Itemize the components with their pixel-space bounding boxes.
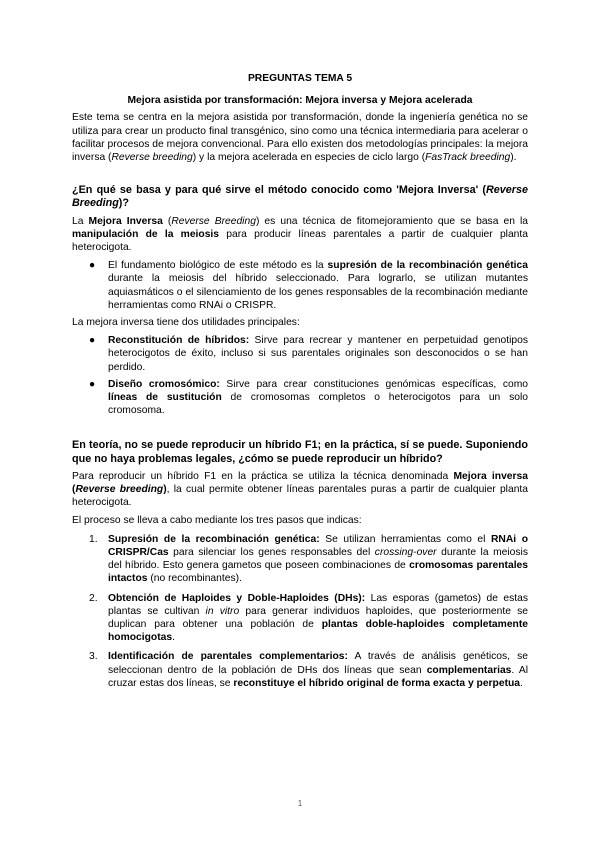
intro-paragraph: Este tema se centra en la mejora asistida por transformación, donde la ingeniería genética no se utiliza para crear un producto final transgénico, sino como una técnica intermediaria para acelerar o facilitar procesos de mejora convencional. Para ello existen dos metodologías principales: la mejora inversa (Reverse breeding) y la mejora acelerada en especies de ciclo largo (FasTrack breeding). xyxy=(72,112,528,164)
uses-list xyxy=(72,334,528,417)
steps-intro: El proceso se lleva a cabo mediante los tres pasos que indicas: xyxy=(72,515,362,527)
page-number: 1 xyxy=(297,799,303,808)
bullet-icon: ● xyxy=(89,335,96,347)
bullet-icon: ● xyxy=(89,378,96,390)
question-1-heading: ¿En qué se basa y para qué sirve el método conocido como 'Mejora Inversa' (Reverse Breeding)? xyxy=(72,184,528,210)
list-item: ● Reconstitución de híbridos: Sirve para recrear y mantener en perpetuidad genotipos heterocigotos de éxito, incluso si sus parentales originales son desconocidos o se han perdido. xyxy=(89,335,528,373)
uses-intro: La mejora inversa tiene dos utilidades principales: xyxy=(72,317,300,329)
list-item: ● El fundamento biológico de este método es la supresión de la recombinación genética durante la meiosis del híbrido seleccionado. Para lograrlo, se utilizan mutantes aquiasmáticos o el silenciamiento de los genes responsables de la recombinación mediante herramientas como RNAi o CRISPR. xyxy=(89,260,528,311)
question-1-answer: La Mejora Inversa (Reverse Breeding) es una técnica de fitomejoramiento que se basa en la manipulación de la meiosis para producir líneas parentales a partir de cualquier planta heterocigota. xyxy=(72,215,528,254)
list-item: 3. Identificación de parentales complementarios: A través de análisis genéticos, se seleccionan dentro de la población de DHs dos líneas que sean complementarias. Al cruzar estas dos líneas, se reconstituye el híbrido original de forma exacta y perpetua. xyxy=(89,651,529,689)
bullet-icon: ● xyxy=(89,260,96,272)
document-page xyxy=(72,72,528,696)
question-2-heading: En teoría, no se puede reproducir un híbrido F1; en la práctica, sí se puede. Suponiendo que no haya problemas legales, ¿cómo se puede reproducir un híbrido? xyxy=(72,439,528,465)
list-item: 1. Supresión de la recombinación genética: Se utilizan herramientas como el RNAi o CRISPR/Cas para silenciar los genes responsables del crossing-over durante la meiosis del híbrido. Esto genera gametos que poseen combinaciones de cromosomas parentales intactos (no recombinantes). xyxy=(89,533,529,585)
question-2-answer: Para reproducir un híbrido F1 en la práctica se utiliza la técnica denominada Mejora inversa (Reverse breeding), la cual permite obtener líneas parentales puras a partir de cualquier planta heterocigota. xyxy=(72,470,529,509)
question-1-bullets xyxy=(72,259,528,312)
list-item: ● Diseño cromosómico: Sirve para crear constituciones genómicas específicas, como líneas de sustitución de cromosomas completos o heterocigotos para un solo cromosoma. xyxy=(89,378,528,417)
steps-list xyxy=(72,533,528,690)
list-item: 2. Obtención de Haploides y Doble-Haploides (DHs): Las esporas (gametos) de estas plantas se cultivan in vitro para generar individuos haploides, que posteriormente se duplican para obtener una población de plantas doble-haploides completamente homocigotas. xyxy=(89,592,529,644)
document-title: PREGUNTAS TEMA 5 xyxy=(247,73,353,84)
document-subtitle: Mejora asistida por transformación: Mejora inversa y Mejora acelerada xyxy=(127,95,473,107)
